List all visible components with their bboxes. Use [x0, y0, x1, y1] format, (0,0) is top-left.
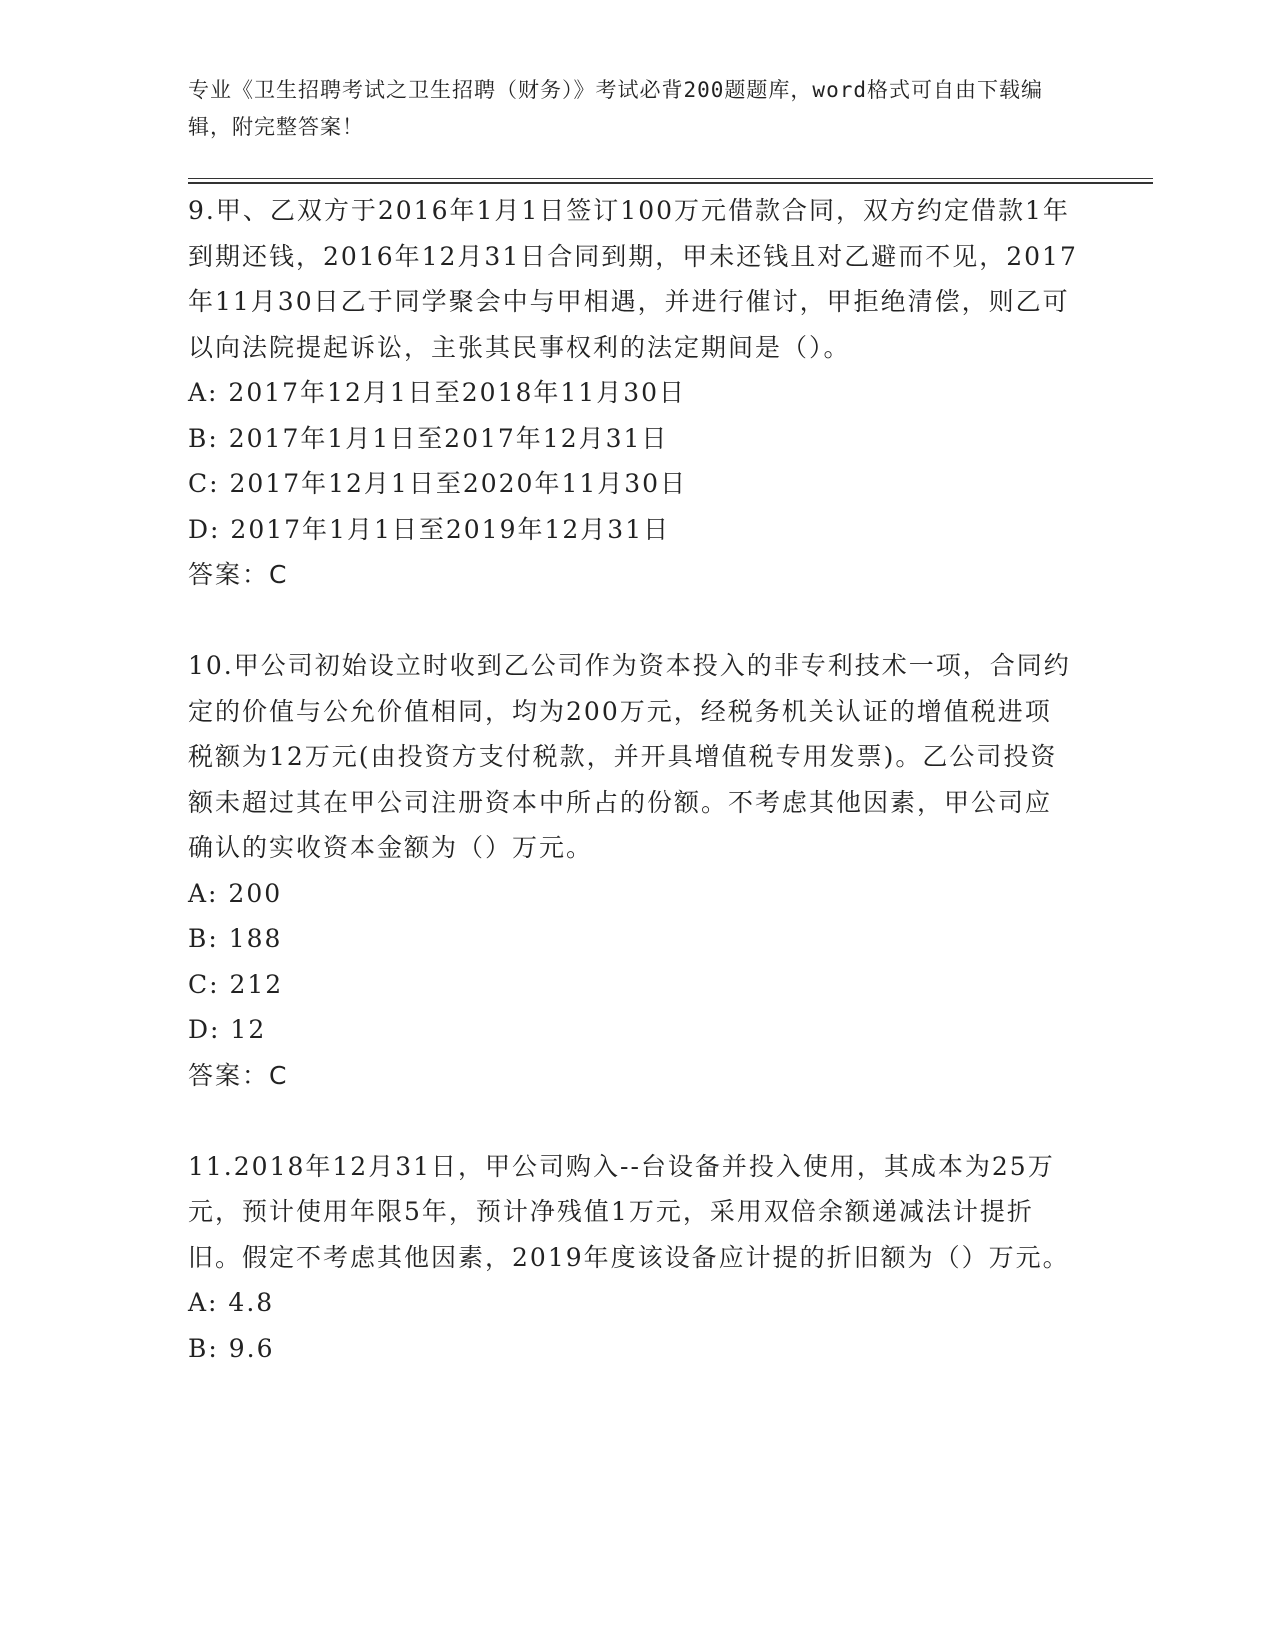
option-c: C: 212: [188, 969, 284, 999]
option-a: A: 4.8: [188, 1288, 275, 1317]
option-d: D: 2017年1月1日至2019年12月31日: [188, 514, 671, 544]
document-header: 专业《卫生招聘考试之卫生招聘（财务）》考试必背200题题库，word格式可自由下载编辑，附完整答案！: [188, 78, 1043, 139]
header-divider-thick: [188, 182, 1153, 184]
option-b: B: 2017年1月1日至2017年12月31日: [188, 423, 669, 453]
answer-line: 答案：C: [188, 1060, 289, 1090]
question-9: [188, 188, 1078, 598]
question-11: [188, 1144, 1078, 1372]
option-b: B: 188: [188, 924, 283, 953]
question-10: [188, 643, 1078, 1098]
question-stem: 11.2018年12月31日，甲公司购入--台设备并投入使用，其成本为25万元，预计使用年限5年，预计净残值1万元，采用双倍余额递减法计提折旧。假定不考虑其他因素，2019年度该设备应计提的折旧额为（）万元。: [188, 1151, 1070, 1272]
option-c: C: 2017年12月1日至2020年11月30日: [188, 469, 688, 498]
header-divider-thin: [188, 178, 1153, 179]
option-d: D: 12: [188, 1015, 267, 1044]
question-stem: 9.甲、乙双方于2016年1月1日签订100万元借款合同，双方约定借款1年到期还钱，2016年12月31日合同到期，甲未还钱且对乙避而不见，2017年11月30日乙于同学聚会中与甲相遇，并进行催讨，甲拒绝清偿，则乙可以向法院提起诉讼，主张其民事权利的法定期间是（）。: [188, 196, 1078, 362]
question-list: [188, 188, 1078, 1417]
answer-line: 答案：C: [188, 560, 289, 589]
option-a: A: 2017年12月1日至2018年11月30日: [188, 378, 687, 407]
question-stem: 10.甲公司初始设立时收到乙公司作为资本投入的非专利技术一项，合同约定的价值与公允价值相同，均为200万元，经税务机关认证的增值税进项税额为12万元(由投资方支付税款，并开具增值税专用发票)。乙公司投资额未超过其在甲公司注册资本中所占的份额。不考虑其他因素，甲公司应确认的实收资本金额为（）万元。: [188, 651, 1071, 862]
option-a: A: 200: [188, 878, 283, 908]
option-b: B: 9.6: [188, 1333, 275, 1363]
